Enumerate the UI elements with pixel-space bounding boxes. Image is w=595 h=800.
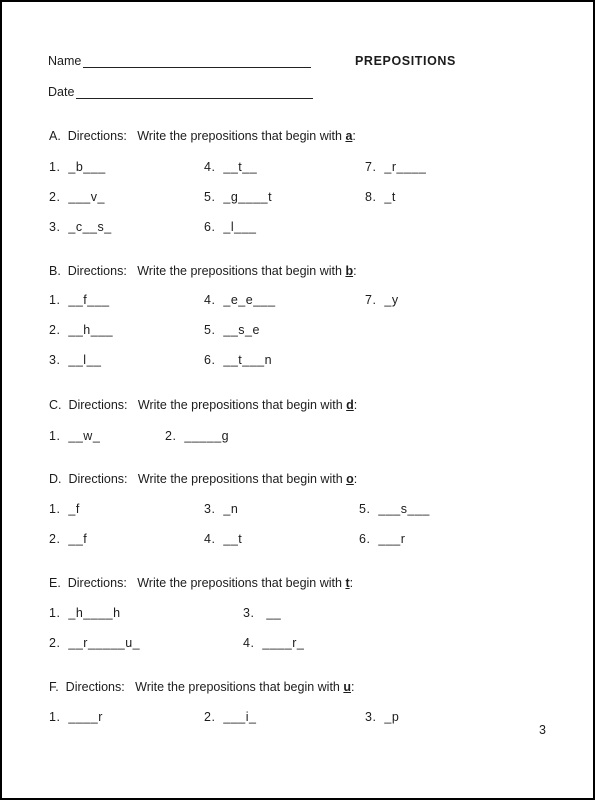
question-e4: 4. ____r_ (243, 636, 305, 650)
question-a7: 7. _r____ (365, 160, 427, 174)
question-a2: 2. ___v_ (49, 190, 105, 204)
question-a1: 1. _b___ (49, 160, 106, 174)
question-e3: 3. __ (243, 606, 282, 620)
date-row (48, 85, 313, 99)
question-e1: 1. _h____h (49, 606, 121, 620)
question-a5: 5. _g____t (204, 190, 273, 204)
question-f1: 1. ____r (49, 710, 103, 724)
question-a8: 8. _t (365, 190, 396, 204)
question-a6: 6. _l___ (204, 220, 257, 234)
section-e-directions: E. Directions: Write the prepositions that begin with t: (49, 576, 354, 590)
section-f-directions: F. Directions: Write the prepositions that begin with u: (49, 680, 355, 694)
section-c-letter: d (346, 398, 354, 412)
question-d5: 5. ___s___ (359, 502, 430, 516)
question-b5: 5. __s_e (204, 323, 260, 337)
page-title: PREPOSITIONS (355, 54, 456, 68)
section-c-directions: C. Directions: Write the prepositions that begin with d: (49, 398, 358, 412)
question-d3: 3. _n (204, 502, 239, 516)
question-b3: 3. __l__ (49, 353, 102, 367)
question-d1: 1. _f (49, 502, 80, 516)
section-d-letter: o (346, 472, 354, 486)
name-label: Name (48, 54, 82, 68)
name-line[interactable] (83, 55, 311, 68)
question-a3: 3. _c__s_ (49, 220, 112, 234)
question-b1: 1. __f___ (49, 293, 110, 307)
section-e-letter: t (345, 576, 350, 590)
question-e2: 2. __r_____u_ (49, 636, 141, 650)
date-line[interactable] (76, 86, 313, 99)
section-a-letter: a (345, 129, 353, 143)
question-a4: 4. __t__ (204, 160, 258, 174)
question-b6: 6. __t___n (204, 353, 273, 367)
question-b4: 4. _e_e___ (204, 293, 276, 307)
question-d4: 4. __t (204, 532, 243, 546)
question-f2: 2. ___i_ (204, 710, 257, 724)
section-d-directions: D. Directions: Write the prepositions that begin with o: (49, 472, 358, 486)
section-a-directions: A. Directions: Write the prepositions that begin with a: (49, 129, 356, 143)
page-number: 3 (539, 723, 546, 737)
name-row (48, 54, 311, 68)
question-c2: 2. _____g (165, 429, 230, 443)
section-b-letter: b (345, 264, 354, 278)
question-b2: 2. __h___ (49, 323, 114, 337)
date-label: Date (48, 85, 75, 99)
question-d6: 6. ___r (359, 532, 406, 546)
question-c1: 1. __w_ (49, 429, 101, 443)
section-b-directions: B. Directions: Write the prepositions that begin with b: (49, 264, 357, 278)
question-b7: 7. _y (365, 293, 399, 307)
question-f3: 3. _p (365, 710, 400, 724)
question-d2: 2. __f (49, 532, 88, 546)
section-f-letter: u (343, 680, 351, 694)
